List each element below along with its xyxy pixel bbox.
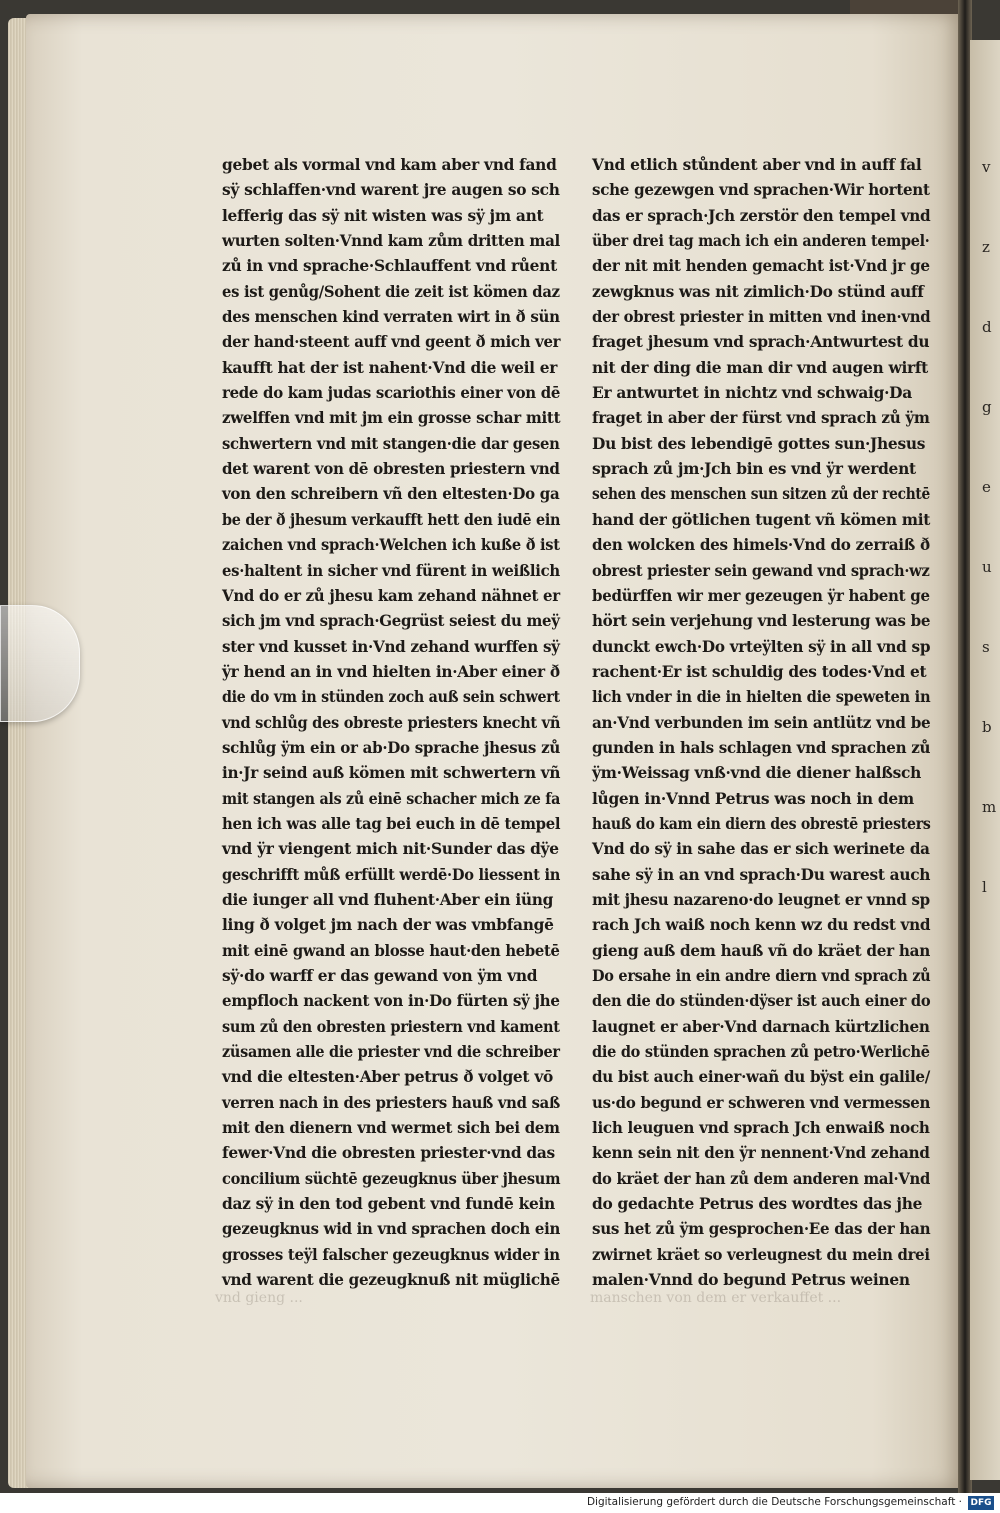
next-page-fragment: e <box>982 478 991 496</box>
text-line: det warent von dē obresten priestern vnd <box>222 459 560 479</box>
text-line: lůgen in·Vnnd Petrus was noch in dem <box>592 788 914 808</box>
text-line: der obrest priester in mitten vnd inen·vnd <box>592 307 931 327</box>
text-line: vnd die eltesten·Aber petrus ð volget vō <box>222 1067 553 1087</box>
text-line: mit den dienern vnd wermet sich bei dem <box>222 1118 560 1138</box>
next-page-fragment: z <box>982 238 990 256</box>
text-line: der hand·steent auff vnd geent ð mich ver <box>222 332 561 352</box>
text-line: mit einē gwand an blosse haut·den hebetē <box>222 940 560 960</box>
text-line: concilium süchtē gezeugknus über jhesum <box>222 1168 561 1188</box>
text-line: zwirnet kräet so verleugnest du mein drei <box>592 1244 930 1264</box>
show-through-text: vnd gieng ... <box>215 1290 303 1306</box>
text-line: es ist genůg/Sohent die zeit ist kömen daz <box>222 281 560 301</box>
text-line: lich vnder in die in hielten die speweten in <box>592 687 931 707</box>
text-line: kenn sein nit den ÿr nennent·Vnd zehand <box>592 1143 930 1163</box>
text-line: lefferig das sÿ nit wisten was sÿ jm ant <box>222 205 544 225</box>
text-line: malen·Vnnd do begund Petrus weinen <box>592 1270 910 1290</box>
next-page-fragment: b <box>982 718 992 736</box>
next-page-edge <box>970 40 1000 1480</box>
text-line: zewgknus was nit zimlich·Do stünd auff <box>592 281 924 301</box>
text-line: fraget in aber der fürst vnd sprach zů ÿm <box>592 408 930 428</box>
dfg-logo: DFG <box>968 1496 994 1510</box>
text-line: über drei tag mach ich ein anderen tempel· <box>592 231 930 251</box>
text-line: die do stünden sprachen zů petro·Werlichē <box>592 1042 930 1062</box>
text-line: gebet als vormal vnd kam aber vnd fand <box>222 155 557 174</box>
text-line: des menschen kind verraten wirt in ð sün <box>222 307 560 327</box>
text-line: sahe sÿ in an vnd sprach·Du warest auch <box>592 864 931 884</box>
text-line: be der ð jhesum verkaufft hett den iudē ein <box>222 509 561 529</box>
text-line: empfloch nackent von in·Do fürten sÿ jhe <box>222 991 560 1011</box>
text-line: sehen des menschen sun sitzen zů der rechtē <box>592 484 931 504</box>
text-line: Du bist des lebendigē gottes sun·Jhesus <box>592 433 926 453</box>
text-line: züsamen alle die priester vnd die schreiber <box>222 1042 560 1062</box>
text-line: sÿ·do warff er das gewand von ÿm vnd <box>222 966 538 985</box>
text-line: lich leuguen vnd sprach Jch enwaiß noch <box>592 1118 930 1138</box>
text-line: geschrifft můß erfüllt werdē·Do liessent in <box>222 864 561 884</box>
next-page-fragment: u <box>982 558 992 576</box>
text-line: laugnet er aber·Vnd darnach kürtzlichen <box>592 1016 930 1036</box>
text-line: Do ersahe in ein andre diern vnd sprach zů <box>592 966 931 985</box>
text-line: kaufft hat der ist nahent·Vnd die weil er <box>222 357 558 377</box>
next-page-fragment: l <box>982 878 987 896</box>
text-line: ster vnd kusset in·Vnd zehand wurffen sÿ <box>222 636 560 656</box>
text-line: grosses teÿl falscher gezeugknus wider in <box>222 1244 560 1264</box>
text-line: zwelffen vnd mit jm ein grosse schar mitt <box>222 408 561 428</box>
text-line: die do vm in stünden zoch auß sein schwert <box>222 687 560 707</box>
text-line: der nit mit henden gemacht ist·Vnd jr ge <box>592 256 930 276</box>
text-line: wurten solten·Vnnd kam zům dritten mal <box>222 231 561 251</box>
text-line: bedürffen wir mer gezeugen ÿr habent ge <box>592 585 930 605</box>
text-line: schwertern vnd mit stangen·die dar gesen <box>222 433 560 453</box>
text-line: die iunger all vnd fluhent·Aber ein iüng <box>222 889 554 909</box>
show-through-text: manschen von dem er verkauffet ... <box>590 1290 842 1306</box>
text-line: sus het zů ÿm gesprochen·Ee das der han <box>592 1219 931 1239</box>
text-line: rachent·Er ist schuldig des todes·Vnd et <box>592 661 927 681</box>
text-line: sprach zů jm·Jch bin es vnd ÿr werdent <box>592 459 916 479</box>
text-line: Vnd etlich stůndent aber vnd in auff fal <box>592 155 922 174</box>
text-line: den die do stünden·dÿser ist auch einer do <box>592 991 931 1011</box>
text-line: sÿ schlaffen·vnd warent jre augen so sch <box>222 180 560 200</box>
text-line: sich jm vnd sprach·Gegrüst seiest du meÿ <box>222 611 560 631</box>
text-line: vnd schlůg des obreste priesters knecht vñ <box>222 712 561 732</box>
text-line: den wolcken des himels·Vnd do zerraiß ð <box>592 535 930 555</box>
text-line: sum zů den obresten priestern vnd kament <box>222 1016 560 1036</box>
text-line: fewer·Vnd die obresten priester·vnd das <box>222 1143 555 1163</box>
text-line: von den schreibern vñ den eltesten·Do ga <box>222 484 560 504</box>
book-clip <box>0 605 80 722</box>
text-line: Vnd do sÿ in sahe das er sich werinete da <box>592 839 930 859</box>
text-line: gieng auß dem hauß vñ do kräet der han <box>592 940 931 960</box>
text-line: vnd ÿr viengent mich nit·Sunder das dÿe <box>222 839 559 859</box>
text-line: hand der götlichen tugent vñ kömen mit <box>592 509 931 529</box>
text-line: gezeugknus wid in vnd sprachen doch ein <box>222 1219 561 1239</box>
text-line: hen ich was alle tag bei euch in dē tempel <box>222 813 561 833</box>
next-page-fragment: d <box>982 318 992 336</box>
text-line: schlůg ÿm ein or ab·Do sprache jhesus zů <box>222 737 560 757</box>
text-line: an·Vnd verbunden im sein antlütz vnd be <box>592 712 931 732</box>
text-line: rach Jch waiß noch kenn wz du redst vnd <box>592 915 931 935</box>
text-line: vnd warent die gezeugknuß nit müglichē <box>222 1270 560 1290</box>
text-line: do kräet der han zů dem anderen mal·Vnd <box>592 1168 930 1188</box>
text-line: dunckt ewch·Do vrteÿlten sÿ in all vnd sp <box>592 636 931 656</box>
text-line: fraget jhesum vnd sprach·Antwurtest du <box>592 332 930 352</box>
next-page-fragment: m <box>982 798 997 816</box>
text-line: ling ð volget jm nach der was vmbfangē <box>222 915 554 935</box>
text-line: du bist auch einer·wañ du bÿst ein galile/ <box>592 1067 930 1087</box>
text-line: das er sprach·Jch zerstör den tempel vnd <box>592 205 931 225</box>
text-line: hört sein verjehung vnd lesterung was be <box>592 611 931 631</box>
text-line: us·do begund er schweren vnd vermessen <box>592 1092 931 1112</box>
text-line: rede do kam judas scariothis einer von dē <box>222 383 561 403</box>
text-line: mit stangen als zů einē schacher mich ze fa <box>222 788 561 808</box>
text-line: Er antwurtet in nichtz vnd schwaig·Da <box>592 383 912 403</box>
right-text-column <box>592 152 932 1292</box>
text-line: ÿr hend an in vnd hielten in·Aber einer ð <box>222 661 560 681</box>
text-line: nit der ding die man dir vnd augen wirft <box>592 357 928 377</box>
text-line: mit jhesu nazareno·do leugnet er vnnd sp <box>592 889 930 909</box>
text-line: ÿm·Weissag vnß·vnd die diener halßsch <box>592 763 921 783</box>
text-line: obrest priester sein gewand vnd sprach·wz <box>592 560 930 580</box>
text-line: gunden in hals schlagen vnd sprachen zů <box>592 737 931 757</box>
next-page-fragment: g <box>982 398 992 416</box>
funding-credit: Digitalisierung gefördert durch die Deutsche Forschungsgemeinschaft · <box>586 1496 962 1508</box>
text-line: in·Jr seind auß kömen mit schwertern vñ <box>222 763 561 783</box>
footer-bar <box>0 1493 1000 1513</box>
text-line: es·haltent in sicher vnd fürent in weißlich <box>222 560 560 580</box>
text-line: hauß do kam ein diern des obrestē priesters <box>592 813 931 833</box>
text-line: verren nach in des priesters hauß vnd saß <box>222 1092 560 1112</box>
text-line: zů in vnd sprache·Schlauffent vnd růent <box>222 256 557 276</box>
text-line: Vnd do er zů jhesu kam zehand nähnet er <box>222 585 560 605</box>
text-line: sche gezewgen vnd sprachen·Wir hortent <box>592 180 930 200</box>
text-line: daz sÿ in den tod gebent vnd fundē kein <box>222 1194 555 1214</box>
next-page-fragment: v <box>982 158 991 176</box>
text-line: zaichen vnd sprach·Welchen ich kuße ð ist <box>222 535 560 555</box>
text-line: do gedachte Petrus des wordtes das jhe <box>592 1194 923 1214</box>
left-text-column <box>222 152 562 1292</box>
next-page-fragment: s <box>982 638 990 656</box>
